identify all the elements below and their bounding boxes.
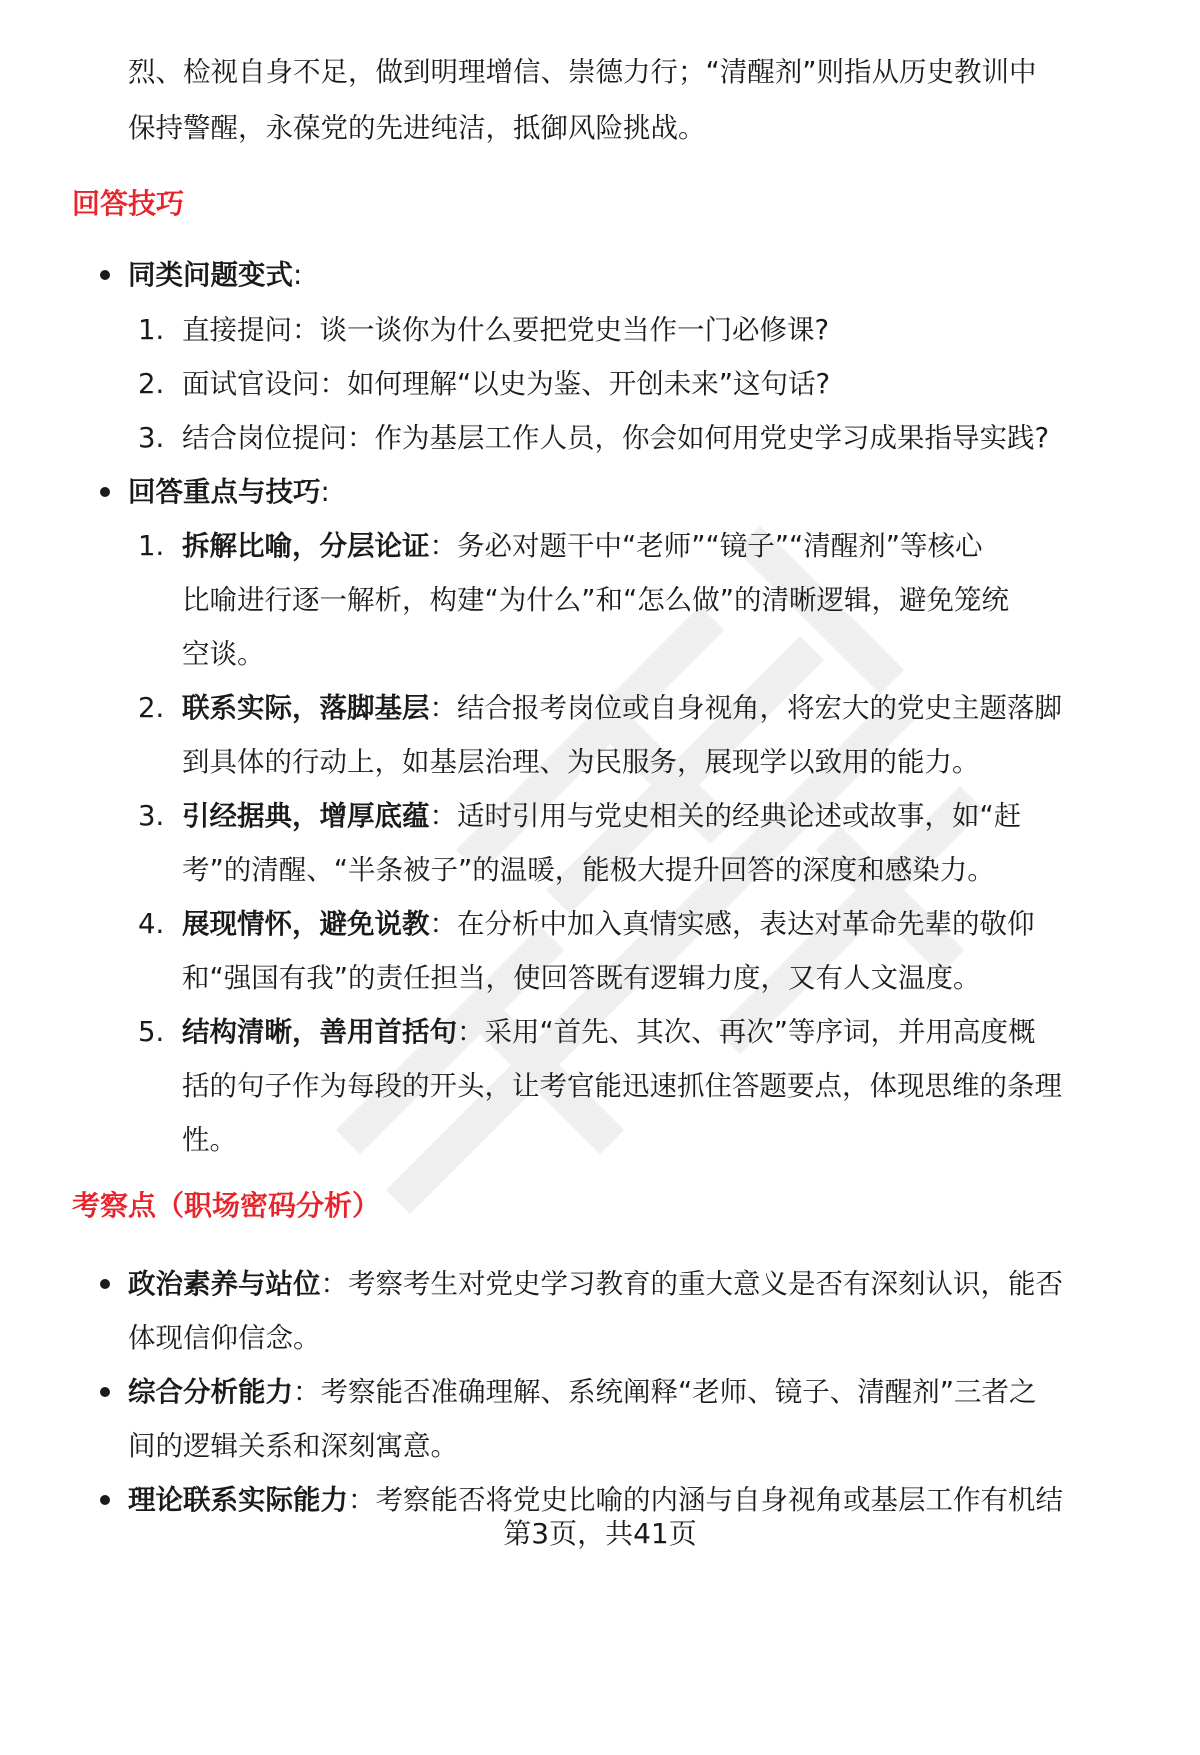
list-item: 面试官设问：如何理解“以史为鉴、开创未来”这句话?	[182, 368, 831, 400]
list-item-line: 性。	[182, 1124, 237, 1156]
bullet-variant-questions	[128, 245, 1143, 305]
list-item-line	[182, 516, 1144, 576]
intro-line-1: 烈、检视自身不足，做到明理增信、崇德力行；“清醒剂”则指从历史教训中	[128, 56, 1037, 88]
list-number: 2.	[138, 692, 165, 724]
list-item-line	[182, 678, 1144, 738]
item-text: ：适时引用与党史相关的经典论述或故事，如“赶	[429, 800, 1022, 832]
bullet-label: 同类问题变式	[128, 259, 293, 291]
bullet-label: 回答重点与技巧	[128, 476, 321, 508]
bullet-dot	[100, 270, 110, 280]
item-bold-title: 结构清晰，善用首括句	[182, 1016, 457, 1048]
list-item-line: 到具体的行动上，如基层治理、为民服务，展现学以致用的能力。	[182, 746, 980, 778]
list-number: 3.	[138, 422, 165, 454]
bullet-suffix: :	[293, 259, 303, 291]
list-item: 直接提问：谈一谈你为什么要把党史当作一门必修课?	[182, 314, 830, 346]
list-number: 1.	[138, 530, 165, 562]
section-heading-answer-skills: 回答技巧	[72, 187, 185, 220]
list-item-line	[182, 1002, 1144, 1062]
list-item-line	[182, 786, 1144, 846]
list-number: 2.	[138, 368, 165, 400]
bullet-label: 综合分析能力	[128, 1376, 293, 1408]
list-number: 1.	[138, 314, 165, 346]
item-bold-title: 拆解比喻，分层论证	[182, 530, 430, 562]
bullet-label: 政治素养与站位	[128, 1268, 321, 1300]
item-text: ：结合报考岗位或自身视角，将宏大的党史主题落脚	[429, 692, 1062, 724]
item-bold-title: 联系实际，落脚基层	[182, 692, 430, 724]
bullet-dot	[100, 487, 110, 497]
list-item-line	[182, 894, 1144, 954]
bullet-text: ：考察考生对党史学习教育的重大意义是否有深刻认识，能否	[320, 1268, 1063, 1300]
list-item-line: 空谈。	[182, 638, 265, 670]
section-heading-exam-points: 考察点（职场密码分析）	[72, 1189, 381, 1222]
bullet-line: 体现信仰信念。	[128, 1322, 321, 1354]
list-item-line: 和“强国有我”的责任担当，使回答既有逻辑力度，又有人文温度。	[182, 962, 981, 994]
bullet-answer-focus	[128, 462, 1143, 522]
list-item-line: 括的句子作为每段的开头，让考官能迅速抓住答题要点，体现思维的条理	[182, 1070, 1062, 1102]
bullet-line	[128, 1362, 1143, 1422]
list-number: 4.	[138, 908, 165, 940]
list-number: 5.	[138, 1016, 165, 1048]
item-bold-title: 引经据典，增厚底蕴	[182, 800, 430, 832]
bullet-dot	[100, 1495, 110, 1505]
intro-line-2: 保持警醒，永葆党的先进纯洁，抵御风险挑战。	[128, 112, 706, 144]
list-item-line: 考”的清醒、“半条被子”的温暖，能极大提升回答的深度和感染力。	[182, 854, 995, 886]
bullet-dot	[100, 1279, 110, 1289]
list-number: 3.	[138, 800, 165, 832]
item-text: ：在分析中加入真情实感，表达对革命先辈的敬仰	[429, 908, 1035, 940]
item-text: ：务必对题干中“老师”“镜子”“清醒剂”等核心	[429, 530, 983, 562]
item-bold-title: 展现情怀，避免说教	[182, 908, 430, 940]
bullet-text: ：考察能否准确理解、系统阐释“老师、镜子、清醒剂”三者之	[293, 1376, 1037, 1408]
bullet-line: 间的逻辑关系和深刻寓意。	[128, 1430, 458, 1462]
bullet-label: 理论联系实际能力	[128, 1484, 348, 1516]
list-item: 结合岗位提问：作为基层工作人员，你会如何用党史学习成果指导实践?	[182, 422, 1050, 454]
item-text: ：采用“首先、其次、再次”等序词，并用高度概	[457, 1016, 1036, 1048]
bullet-line	[128, 1254, 1143, 1314]
bullet-dot	[100, 1387, 110, 1397]
page-number: 第3页，共41页	[503, 1517, 697, 1550]
list-item-line: 比喻进行逐一解析，构建“为什么”和“怎么做”的清晰逻辑，避免笼统	[182, 584, 1009, 616]
bullet-suffix: :	[320, 476, 330, 508]
bullet-text: ：考察能否将党史比喻的内涵与自身视角或基层工作有机结	[348, 1484, 1063, 1516]
